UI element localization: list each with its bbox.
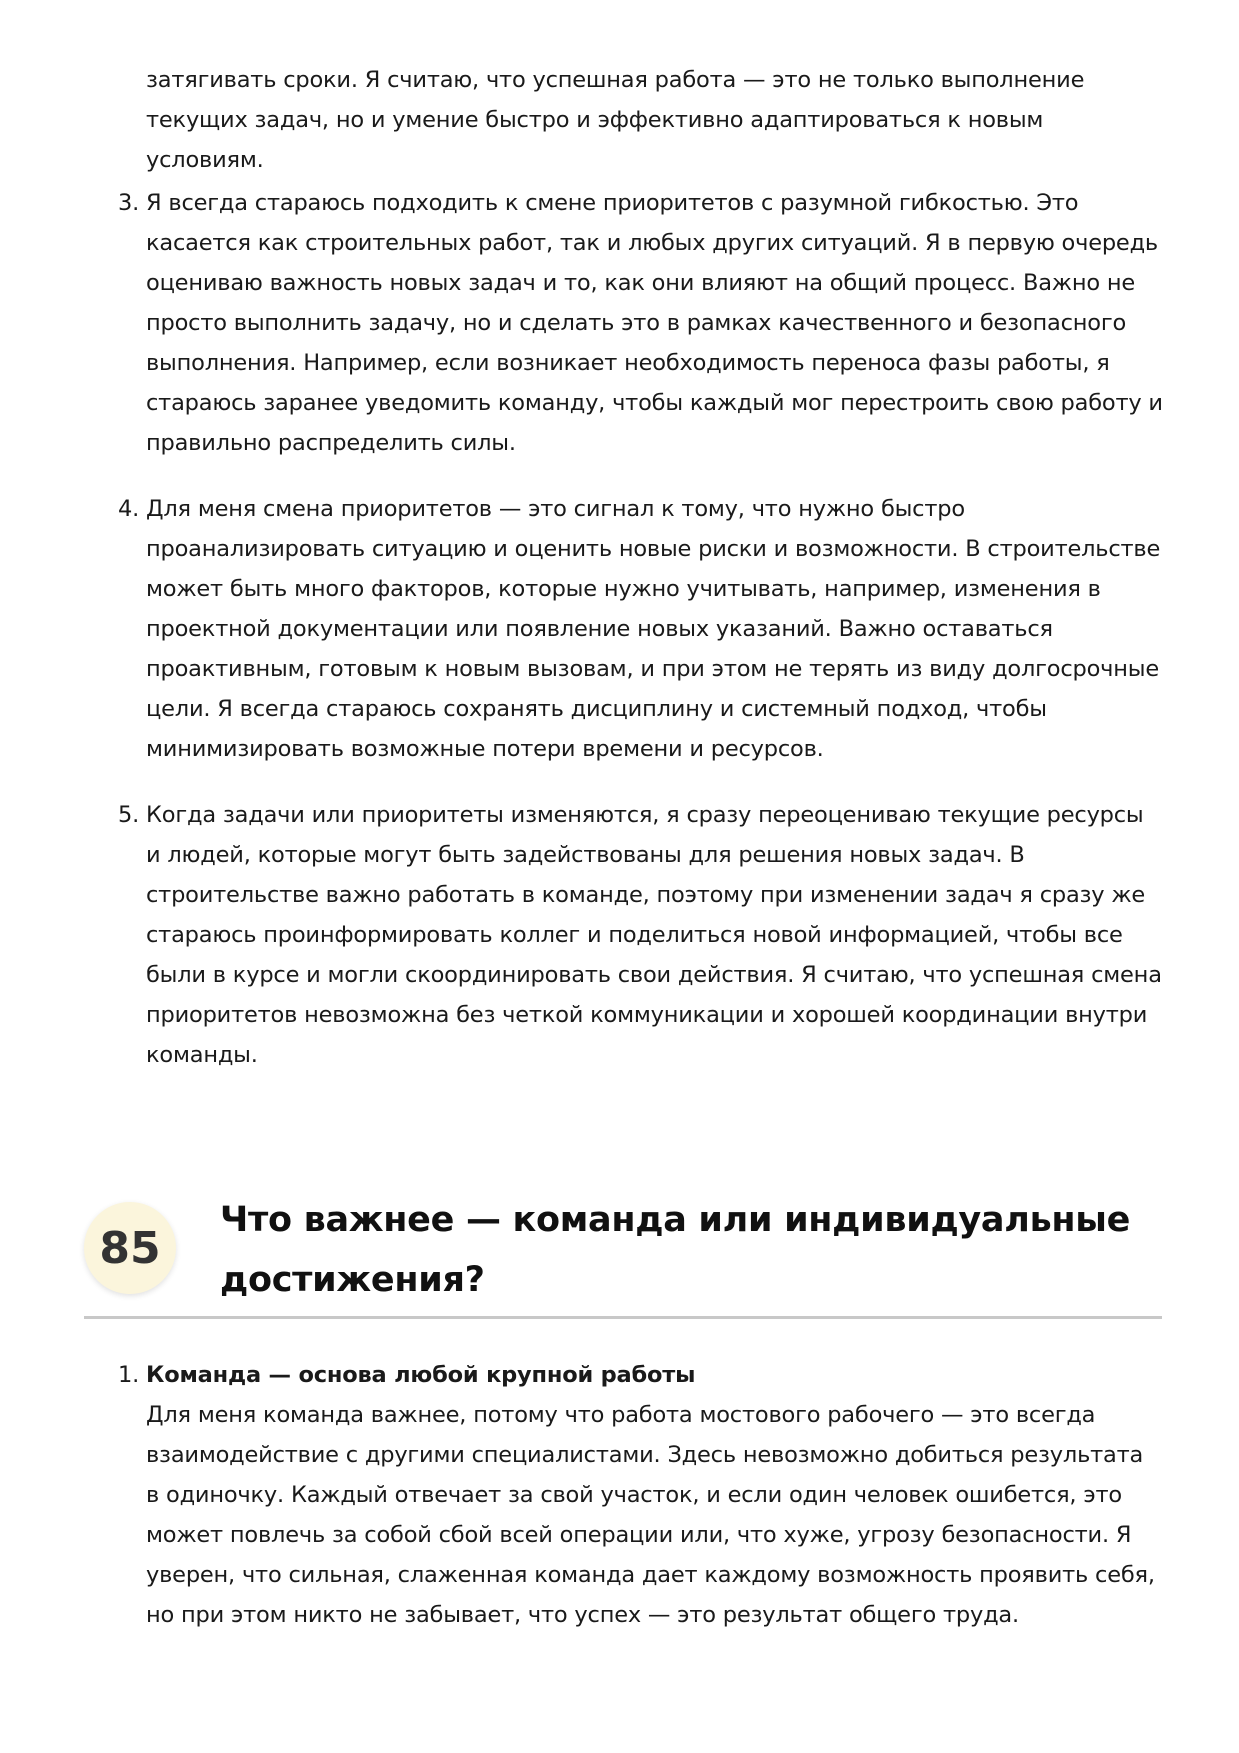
section-number-badge: 85 xyxy=(84,1202,176,1294)
list-item-text: Я всегда стараюсь подходить к смене приоритетов с разумной гибкостью. Это касается как строительных работ, так и любых других ситуаций. Я в первую очередь оцениваю важность новых задач и то, как они влияют на общий процесс. Важно не просто выполнить задачу, но и сделать это в рамках качественного и безопасного выполнения. Например, если возникает необходимость переноса фазы работы, я стараюсь заранее уведомить команду, чтобы каждый мог перестроить свою работу и правильно распределить силы. xyxy=(146,190,1163,456)
list-item xyxy=(118,1355,1163,1635)
list-item-number: 3. xyxy=(118,190,140,216)
list-item xyxy=(118,795,1163,1075)
section-answers-list xyxy=(118,1355,1163,1635)
list-item-text: Для меня смена приоритетов — это сигнал к тому, что нужно быстро проанализировать ситуацию и оценить новые риски и возможности. В строительстве может быть много факторов, которые нужно учитывать, например, изменения в проектной документации или появление новых указаний. Важно оставаться проактивным, готовым к новым вызовам, и при этом не терять из виду долгосрочные цели. Я всегда стараюсь сохранять дисциплину и системный подход, чтобы минимизировать возможные потери времени и ресурсов. xyxy=(146,496,1161,762)
list-item-number: 5. xyxy=(118,802,140,828)
continuation-paragraph: затягивать сроки. Я считаю, что успешная работа — это не только выполнение текущих задач, но и умение быстро и эффективно адаптироваться к новым условиям. xyxy=(146,67,1085,173)
list-item xyxy=(118,183,1163,463)
list-item-number: 1. xyxy=(118,1362,140,1388)
list-item-text: Когда задачи или приоритеты изменяются, я сразу переоцениваю текущие ресурсы и людей, которые могут быть задействованы для решения новых задач. В строительстве важно работать в команде, поэтому при изменении задач я сразу же стараюсь проинформировать коллег и поделиться новой информацией, чтобы все были в курсе и могли скоординировать свои действия. Я считаю, что успешная смена приоритетов невозможна без четкой коммуникации и хорошей координации внутри команды. xyxy=(146,802,1162,1068)
list-item-heading: Команда — основа любой крупной работы xyxy=(146,1362,696,1388)
list-item-number: 4. xyxy=(118,496,140,522)
list-item-text: Для меня команда важнее, потому что работа мостового рабочего — это всегда взаимодействие с другими специалистами. Здесь невозможно добиться результата в одиночку. Каждый отвечает за свой участок, и если один человек ошибется, это может повлечь за собой сбой всей операции или, что хуже, угрозу безопасности. Я уверен, что сильная, слаженная команда дает каждому возможность проявить себя, но при этом никто не забывает, что успех — это результат общего труда. xyxy=(146,1402,1155,1628)
list-item xyxy=(118,489,1163,769)
section-header xyxy=(84,1190,1162,1319)
section-title: Что важнее — команда или индивидуальные достижения? xyxy=(220,1200,1131,1300)
answers-list xyxy=(118,183,1163,1075)
